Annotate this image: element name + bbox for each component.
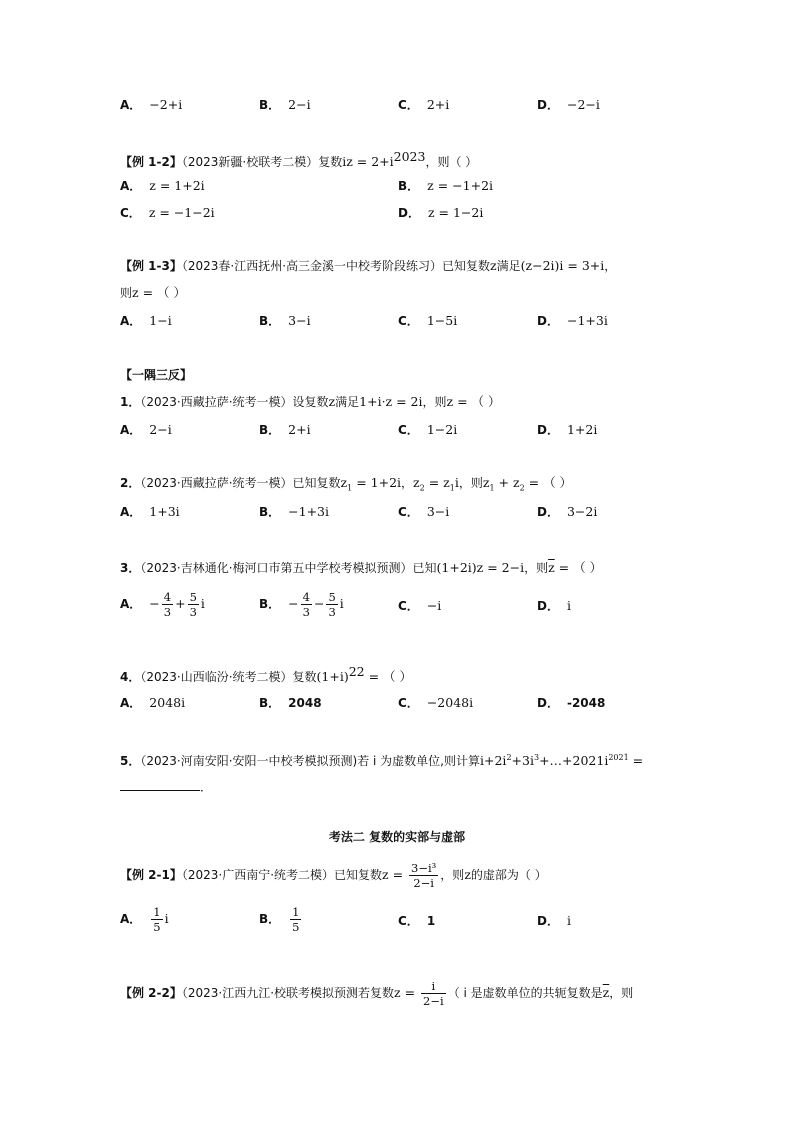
option-label: B． — [259, 98, 281, 112]
fraction — [301, 590, 312, 619]
example-1-3-question-cont — [120, 285, 186, 301]
option-c — [398, 913, 435, 929]
math-part: = （ ） — [554, 560, 603, 575]
question-text: 则 — [120, 286, 133, 300]
option-label: C． — [398, 599, 419, 613]
option-label: A． — [120, 505, 142, 519]
question-1 — [120, 394, 501, 410]
fraction — [188, 590, 199, 619]
math-part: = z — [424, 475, 450, 490]
option-a — [120, 504, 180, 520]
option-label: D． — [537, 914, 559, 928]
variable-z-bar: $\overline{z}$ — [548, 560, 555, 575]
option-value: -2048 — [566, 696, 606, 710]
question-number: 1． — [120, 395, 141, 409]
option-label: B． — [259, 423, 281, 437]
fraction — [162, 590, 173, 619]
option-value: z = −1−2i — [148, 205, 215, 220]
option-label: D． — [537, 505, 559, 519]
math-part: z = — [382, 867, 408, 882]
subscript: 2 — [419, 483, 425, 493]
fraction — [326, 590, 337, 619]
option-label: C． — [120, 206, 141, 220]
question-tail: 的共轭复数是 — [530, 986, 603, 1000]
question-source: （2023·河南安阳·安阳一中校考模拟预测)若 i 为虚数单位,则计算 — [140, 754, 480, 769]
option-value: 1 — [426, 914, 436, 928]
question-source: （2023春·江西抚州·高三金溪一中校考阶段练习）已知复数 — [181, 259, 491, 273]
option-d — [398, 205, 483, 221]
option-label: C． — [398, 98, 419, 112]
option-value: i — [566, 598, 571, 613]
option-label: A． — [120, 597, 142, 611]
math-part: i — [164, 911, 169, 926]
numerator: 4 — [302, 590, 310, 604]
math-expression: z = （ ） — [446, 394, 501, 409]
option-d — [537, 422, 597, 438]
option-value: 1−5i — [426, 313, 458, 328]
option-b — [259, 313, 311, 329]
math-expression — [480, 753, 643, 768]
option-a — [120, 97, 182, 113]
section-title: 考法二 复数的实部与虚部 — [328, 830, 466, 844]
subscript: 1 — [489, 483, 495, 493]
numerator: 1 — [292, 905, 300, 919]
question-number: 2． — [120, 476, 141, 490]
option-value: −2−i — [566, 97, 600, 112]
option-d — [537, 695, 605, 711]
fraction — [290, 905, 301, 934]
option-label: A． — [120, 696, 142, 710]
option-label: B． — [259, 314, 281, 328]
example-2-1-question — [120, 858, 547, 892]
option-value: −2048i — [426, 695, 474, 710]
example-1-3-question — [120, 258, 616, 274]
option-label: C． — [398, 314, 419, 328]
fraction — [151, 905, 162, 934]
option-label: B． — [398, 179, 420, 193]
option-c — [398, 504, 449, 520]
math-expression: z = （ ） — [132, 285, 186, 300]
math-part: +3i — [511, 753, 534, 769]
numerator: 3−i³ — [411, 861, 437, 875]
variable-z: z — [328, 394, 336, 409]
option-label: A． — [120, 314, 142, 328]
question-tail: （ i 是虚数单位 — [447, 986, 531, 1000]
question-4 — [120, 664, 412, 685]
question-source: （2023·西藏拉萨·统考一模）设复数 — [140, 395, 329, 409]
option-label: C． — [398, 505, 419, 519]
variable-z: z — [482, 475, 490, 490]
question-tail: ，则 — [440, 868, 465, 882]
denominator: 5 — [153, 920, 161, 934]
option-a — [120, 313, 172, 329]
option-value: 2+i — [426, 97, 450, 112]
option-label: D． — [398, 206, 420, 220]
answer-blank-line — [120, 778, 212, 795]
variable-z: z — [340, 475, 348, 490]
math-part: +…+2021i — [539, 753, 609, 769]
option-label: D． — [537, 696, 559, 710]
option-a — [120, 590, 205, 619]
option-b — [259, 422, 311, 438]
question-tail: ，则 — [524, 561, 549, 575]
section-heading: 【一隅三反】 — [120, 368, 193, 382]
option-value: 1+3i — [149, 504, 180, 519]
option-c — [120, 205, 215, 221]
example-1-2-question — [120, 149, 477, 170]
option-label: A． — [120, 912, 142, 926]
punctuation: ． — [200, 780, 213, 794]
option-label: B． — [259, 912, 281, 926]
option-value: 3−2i — [566, 504, 598, 519]
question-tail: ，则 — [458, 476, 483, 490]
math-expression: iz = 2+i — [342, 154, 394, 169]
option-label: D． — [537, 599, 559, 613]
answer-blank[interactable] — [120, 778, 200, 791]
math-expression: (1+2i)z = 2−i — [436, 560, 525, 575]
option-label: D． — [537, 98, 559, 112]
option-label: D． — [537, 423, 559, 437]
option-label: D． — [537, 314, 559, 328]
punctuation: ， — [401, 476, 414, 490]
option-value: 2048i — [149, 695, 186, 710]
option-label: A． — [120, 98, 142, 112]
option-value: 2+i — [288, 422, 311, 437]
numerator: 4 — [163, 590, 172, 604]
question-source: （2023·广西南宁·统考二模）已知复数 — [181, 868, 383, 882]
denominator: 2−i — [423, 994, 444, 1008]
option-c — [398, 598, 441, 614]
question-source: （2023·吉林通化·梅河口市第五中学校考模拟预测）已知 — [140, 561, 437, 575]
variable-z-bar: $\overline{z}$ — [602, 985, 610, 1000]
subscript: 1 — [347, 483, 353, 493]
option-label: C． — [398, 914, 419, 928]
question-source: （2023·西藏拉萨·统考一模）已知复数 — [140, 476, 341, 490]
option-a — [120, 695, 185, 711]
option-a — [120, 178, 205, 194]
exponent: 22 — [348, 664, 365, 679]
option-b — [398, 178, 493, 194]
option-label: B． — [259, 505, 281, 519]
option-b — [259, 590, 344, 619]
math-expression — [340, 475, 402, 493]
option-label: B． — [259, 696, 281, 710]
option-b — [259, 905, 303, 934]
math-part: + z — [494, 475, 520, 490]
example-tag: 【例 1-3】 — [120, 259, 182, 273]
math-part: = 1+2i — [352, 475, 402, 490]
question-mid: 满足 — [496, 259, 521, 273]
option-d — [537, 97, 600, 113]
numerator: i — [421, 979, 446, 994]
denominator: 3 — [189, 605, 197, 619]
math-part: z = — [394, 985, 420, 1000]
example-tag: 【例 2-2】 — [120, 986, 182, 1000]
option-value: 1+2i — [566, 422, 598, 437]
question-number: 4． — [120, 670, 141, 684]
denominator: 2−i — [413, 876, 434, 890]
question-tail: 的虚部为（ ） — [470, 868, 547, 882]
exponent: 2 — [506, 753, 512, 762]
option-value: 3−i — [288, 313, 311, 328]
option-c — [398, 422, 457, 438]
option-c — [398, 97, 449, 113]
variable-z: z — [490, 258, 497, 273]
example-2-2-question — [120, 976, 633, 1010]
example-tag: 【例 2-1】 — [120, 868, 182, 882]
question-source: （2023·江西九江·校联考模拟预测若复数 — [181, 986, 395, 1000]
question-number: 3． — [120, 561, 141, 575]
question-source: （2023·山西临汾·统考二模）复数 — [140, 670, 317, 684]
option-value: 1−2i — [426, 422, 458, 437]
option-value: 3−i — [426, 504, 450, 519]
option-value: 2−i — [288, 97, 311, 112]
example-tag: 【例 1-2】 — [120, 155, 182, 169]
option-d — [537, 313, 608, 329]
exponent: 3 — [533, 753, 540, 762]
math-part: i+2i — [480, 753, 507, 769]
question-tail: ，则 — [422, 395, 447, 409]
question-tail: ，则 — [609, 986, 634, 1000]
option-b — [259, 695, 322, 711]
option-value: z = −1+2i — [427, 178, 494, 193]
math-part: = （ ） — [364, 669, 413, 684]
option-value: 1−i — [149, 313, 172, 328]
denominator: 3 — [328, 605, 336, 619]
option-label: A． — [120, 179, 142, 193]
math-part: i — [454, 475, 459, 490]
variable-z: z — [464, 867, 471, 882]
subscript: 1 — [449, 483, 455, 493]
question-source: （2023新疆·校联考二模）复数 — [181, 155, 343, 169]
option-a — [120, 422, 172, 438]
numerator: 1 — [153, 905, 161, 919]
option-b — [259, 97, 311, 113]
question-3 — [120, 560, 602, 576]
option-value: 2048 — [288, 696, 322, 710]
option-value: −i — [426, 598, 442, 613]
option-c — [398, 313, 457, 329]
option-label: B． — [259, 597, 281, 611]
math-part: + — [175, 596, 186, 611]
punctuation: ， — [604, 259, 617, 273]
math-part: = （ ） — [524, 475, 573, 490]
math-part: − — [149, 596, 160, 611]
question-5 — [120, 750, 643, 769]
option-label: C． — [398, 696, 419, 710]
denominator: 5 — [292, 920, 300, 934]
question-2 — [120, 475, 572, 497]
option-value: i — [566, 913, 571, 928]
option-value: z = 1+2i — [149, 178, 205, 193]
question-tail: ，则（ ） — [425, 155, 478, 169]
math-part: = — [628, 753, 644, 769]
math-expression: (1+i) — [316, 669, 349, 684]
math-expression: 1+i·z = 2i — [359, 394, 423, 409]
option-label: C． — [398, 423, 419, 437]
math-expression: (z−2i)i = 3+i — [520, 258, 605, 273]
option-d — [537, 913, 571, 929]
option-value: −2+i — [149, 97, 183, 112]
option-a — [120, 905, 169, 934]
question-mid: 满足 — [335, 395, 360, 409]
option-d — [537, 504, 597, 520]
question-number: 5． — [120, 754, 141, 769]
subscript: 2 — [519, 483, 525, 493]
math-part: i — [200, 596, 205, 611]
exponent: 2021 — [608, 753, 629, 762]
option-c — [398, 695, 473, 711]
numerator: 5 — [189, 590, 197, 604]
math-part: i — [339, 596, 344, 611]
option-value: −1+3i — [566, 313, 608, 328]
denominator: 3 — [302, 605, 310, 619]
denominator: 3 — [163, 605, 172, 619]
math-expression — [482, 475, 573, 493]
option-d — [537, 598, 571, 614]
math-part: − — [288, 596, 299, 611]
math-part: − — [313, 596, 325, 611]
option-value: −1+3i — [288, 504, 330, 519]
exponent: 2023 — [393, 149, 426, 164]
numerator: 5 — [328, 590, 336, 604]
fraction — [409, 861, 438, 890]
option-label: A． — [120, 423, 142, 437]
option-b — [259, 504, 329, 520]
variable-z: z — [413, 475, 420, 490]
option-value: 2−i — [149, 422, 172, 437]
math-expression — [413, 475, 459, 493]
fraction — [421, 979, 446, 1008]
option-value: z = 1−2i — [427, 205, 484, 220]
